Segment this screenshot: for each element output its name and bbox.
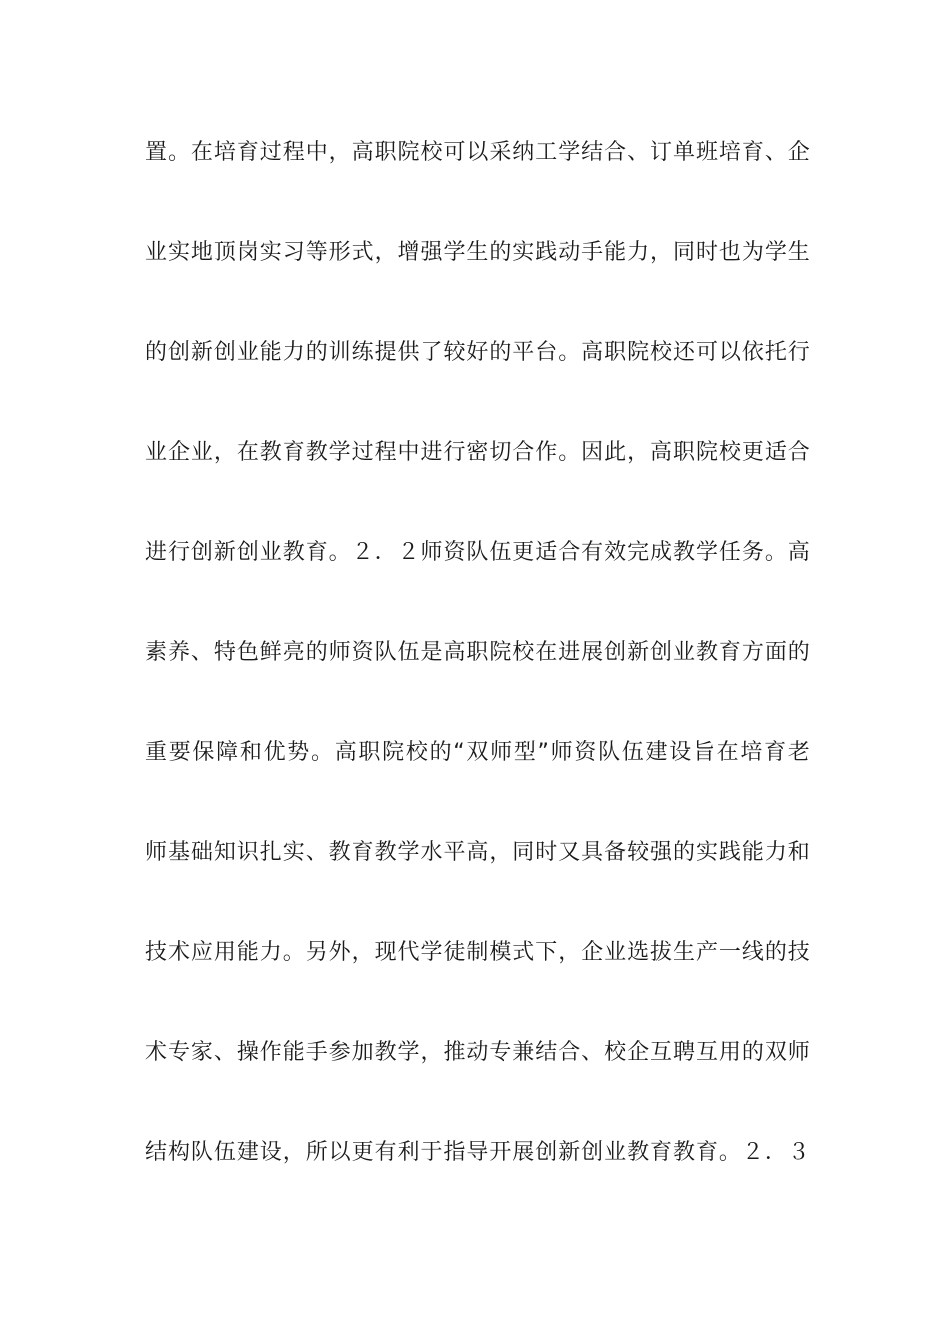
text-line: 素养、特色鲜亮的师资队伍是高职院校在进展创新创业教育方面的: [145, 640, 810, 665]
text-line: 进行创新创业教育。２．２师资队伍更适合有效完成教学任务。高: [145, 540, 810, 565]
text-line: 技术应用能力。另外，现代学徒制模式下，企业选拔生产一线的技: [145, 940, 810, 965]
text-line: 术专家、操作能手参加教学，推动专兼结合、校企互聘互用的双师: [145, 1040, 810, 1065]
text-line: 的创新创业能力的训练提供了较好的平台。高职院校还可以依托行: [145, 340, 810, 365]
text-line: 重要保障和优势。高职院校的“双师型”师资队伍建设旨在培育老: [145, 740, 810, 765]
text-line: 结构队伍建设，所以更有利于指导开展创新创业教育教育。２．３: [145, 1140, 810, 1165]
text-line: 置。在培育过程中，高职院校可以采纳工学结合、订单班培育、企: [145, 140, 810, 165]
text-line: 业企业，在教育教学过程中进行密切合作。因此，高职院校更适合: [145, 440, 810, 465]
text-line: 业实地顶岗实习等形式，增强学生的实践动手能力，同时也为学生: [145, 240, 810, 265]
text-line: 师基础知识扎实、教育教学水平高，同时又具备较强的实践能力和: [145, 840, 810, 865]
body-text: [145, 128, 810, 1228]
